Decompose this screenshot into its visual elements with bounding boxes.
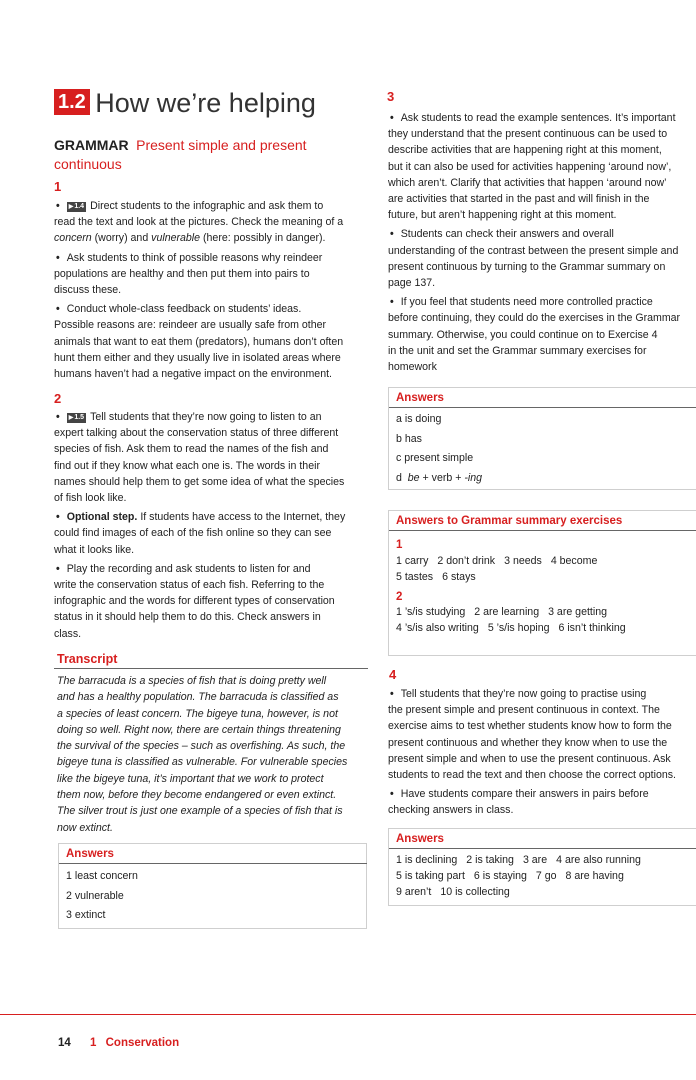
s1-line: concern (worry) and vulnerable (here: possibly in danger). — [54, 232, 326, 245]
transcript-line: them now, before they become endangered or even extinct. — [57, 789, 337, 802]
s4-line: present continuous and whether they know when to use the — [388, 736, 668, 749]
grammar-topic-cont: continuous — [54, 156, 122, 172]
s4-line: students to read the text and then choose the correct options. — [388, 769, 676, 782]
footer-rule — [0, 1014, 696, 1015]
section-2-text — [54, 409, 368, 642]
lesson-heading — [54, 88, 316, 119]
gs-answer-line: 5 tastes 6 stays — [396, 571, 476, 583]
s1-line: hunt them either and they usually live in isolated areas where — [54, 351, 341, 364]
s2-line: what it looks like. — [54, 543, 135, 556]
s3-line: but it can also be used for activities happening ‘around now’, — [388, 160, 672, 173]
s2-line: class. — [54, 627, 82, 640]
lesson-number-badge: 1.2 — [54, 89, 90, 115]
s1-line: read the text and look at the pictures. Check the meaning of a — [54, 216, 344, 229]
s4-line: present simple and when to use the present continuous. Ask — [388, 752, 671, 765]
s3-line: summary. Otherwise, you could continue on to Exercise 4 — [388, 328, 658, 341]
s2-bullet-2: • Optional step. If students have access to the Internet, they — [54, 509, 368, 525]
audio-track-icon: ▶ 1.5 — [67, 413, 86, 423]
s1-line: discuss these. — [54, 284, 122, 297]
answer-item: b has — [396, 432, 422, 445]
section-3-text — [388, 110, 696, 375]
s4-line: exercise aims to test whether students know how to form the — [388, 720, 672, 733]
answer-item: c present simple — [396, 452, 474, 464]
answer-item: d be + verb + -ing — [396, 471, 483, 484]
section-number-4: 4 — [389, 667, 397, 682]
s4-line: checking answers in class. — [388, 804, 514, 817]
answers-title: Answers — [389, 829, 696, 849]
s2-line: could find images of each of the fish online so they can see — [54, 527, 332, 540]
s2-line: names should help them to get some idea of what the species — [54, 475, 345, 488]
s3-line: describe activities that are happening right at this moment, — [388, 144, 662, 157]
s4-bullet-2: • Have students compare their answers in pairs before — [388, 786, 696, 802]
answers-box-section-4 — [388, 828, 696, 906]
s2-line: of fish look like. — [54, 492, 127, 505]
transcript-line: bigeye tuna is classified as vulnerable. For vulnerable species — [57, 756, 348, 769]
s1-bullet-1: • ▶ 1.4 Direct students to the infographic and ask them to — [54, 198, 368, 214]
s3-bullet-3: • If you feel that students need more controlled practice — [388, 294, 696, 310]
unit-title: Conservation — [105, 1037, 180, 1049]
s1-line: Possible reasons are: reindeer are usually safe from other — [54, 319, 327, 332]
grammar-label: GRAMMAR — [54, 137, 129, 153]
unit-number: 1 — [90, 1037, 97, 1049]
s1-line: humans haven’t had a negative impact on the environment. — [54, 368, 332, 381]
gs-answer-line: 1 ’s/is studying 2 are learning 3 are getting — [396, 606, 607, 618]
grammar-topic: Present simple and present — [136, 137, 307, 153]
s3-line: future, but aren’t happening right at this moment. — [388, 209, 617, 222]
s2-line: status in it should help them to do this. Check answers in — [54, 611, 321, 624]
answer-line: 5 is taking part 6 is staying 7 go 8 are having — [396, 870, 624, 882]
s3-line: they understand that the present continuous can be used to — [388, 128, 668, 141]
s2-line: infographic and the words for different types of conservation — [54, 595, 335, 608]
transcript — [54, 652, 368, 836]
gs-exercise-number-2: 2 — [396, 591, 403, 603]
s2-line: species of fish. Ask them to read the names of the fish and — [54, 443, 329, 456]
transcript-line: and has a healthy population. The barracuda is classified as — [57, 691, 339, 704]
s3-line: understanding of the contrast between the present simple and — [388, 244, 679, 257]
answers-box-section-3 — [388, 387, 696, 490]
gs-answer-line: 4 ’s/is also writing 5 ’s/is hoping 6 isn’t thinking — [396, 622, 626, 634]
answers-title: Answers to Grammar summary exercises — [389, 511, 696, 531]
s3-line: homework — [388, 361, 437, 374]
s1-line: populations are healthy and then put them into pairs to — [54, 267, 310, 280]
section-number-1: 1 — [54, 179, 62, 194]
answer-item: 3 extinct — [66, 909, 106, 921]
s2-line: expert talking about the conservation status of three different — [54, 427, 339, 440]
transcript-line: the survival of the species – such as overfishing. As such, the — [57, 740, 346, 753]
answers-box-section-2 — [58, 843, 367, 929]
transcript-line: The silver trout is just one example of a species of fish that is — [57, 805, 343, 818]
gs-answer-line: 1 carry 2 don’t drink 3 needs 4 become — [396, 555, 598, 567]
answer-item: a is doing — [396, 413, 442, 425]
grammar-heading — [54, 136, 354, 174]
lesson-title: How we’re helping — [95, 88, 316, 118]
answers-title: Answers — [59, 844, 367, 864]
page-number: 14 — [58, 1037, 71, 1049]
answer-item: 2 vulnerable — [66, 889, 124, 902]
section-1-text — [54, 198, 368, 382]
s3-bullet-2: • Students can check their answers and overall — [388, 226, 696, 242]
s3-line: in the unit and set the Grammar summary exercises for — [388, 344, 647, 357]
transcript-line: like the bigeye tuna, it’s important that we work to protect — [57, 772, 324, 785]
s2-line: find out if they know what each one is. The words in their — [54, 459, 320, 472]
s3-line: are activities that started in the past and will finish in the — [388, 193, 650, 206]
s3-line: which aren’t. Clarify that activities that happen ‘around now’ — [388, 176, 667, 189]
s1-bullet-2: • Ask students to think of possible reasons why reindeer — [54, 250, 368, 266]
answer-line: 9 aren’t 10 is collecting — [396, 886, 510, 898]
s4-bullet-1: • Tell students that they’re now going to practise using — [388, 686, 696, 702]
transcript-line: a species of least concern. The bigeye tuna, however, is not — [57, 707, 338, 720]
s2-bullet-3: • Play the recording and ask students to listen for and — [54, 561, 368, 577]
gs-exercise-number-1: 1 — [396, 539, 403, 551]
section-number-3: 3 — [387, 89, 395, 104]
section-number-2: 2 — [54, 391, 62, 406]
s1-line: animals that want to eat them (predators), humans don’t often — [54, 335, 344, 348]
section-4-text — [388, 686, 696, 819]
footer — [58, 1037, 179, 1049]
answers-title: Answers — [389, 388, 696, 408]
transcript-line: now extinct. — [57, 821, 113, 834]
s3-line: present continuous by turning to the Grammar summary on — [388, 260, 666, 273]
audio-track-icon: ▶ 1.4 — [67, 202, 86, 212]
s3-line: before continuing, they could do the exercises in the Grammar — [388, 312, 681, 325]
answer-item: 1 least concern — [66, 870, 138, 882]
s2-line: write the conservation status of each fish. Referring to the — [54, 579, 325, 592]
transcript-line: doing so well. Right now, there are certain things threatening — [57, 723, 341, 736]
transcript-title: Transcript — [54, 652, 368, 669]
s3-line: page 137. — [388, 277, 436, 290]
s2-bullet-1: • ▶ 1.5 Tell students that they’re now going to listen to an — [54, 409, 368, 425]
answer-line: 1 is declining 2 is taking 3 are 4 are also running — [396, 854, 641, 866]
s3-bullet-1: • Ask students to read the example sentences. It’s important — [388, 110, 696, 126]
grammar-summary-answers-box — [388, 510, 696, 656]
s4-line: the present simple and present continuous in context. The — [388, 704, 660, 717]
s1-bullet-3: • Conduct whole-class feedback on students’ ideas. — [54, 301, 368, 317]
transcript-line: The barracuda is a species of fish that is doing pretty well — [57, 675, 327, 687]
